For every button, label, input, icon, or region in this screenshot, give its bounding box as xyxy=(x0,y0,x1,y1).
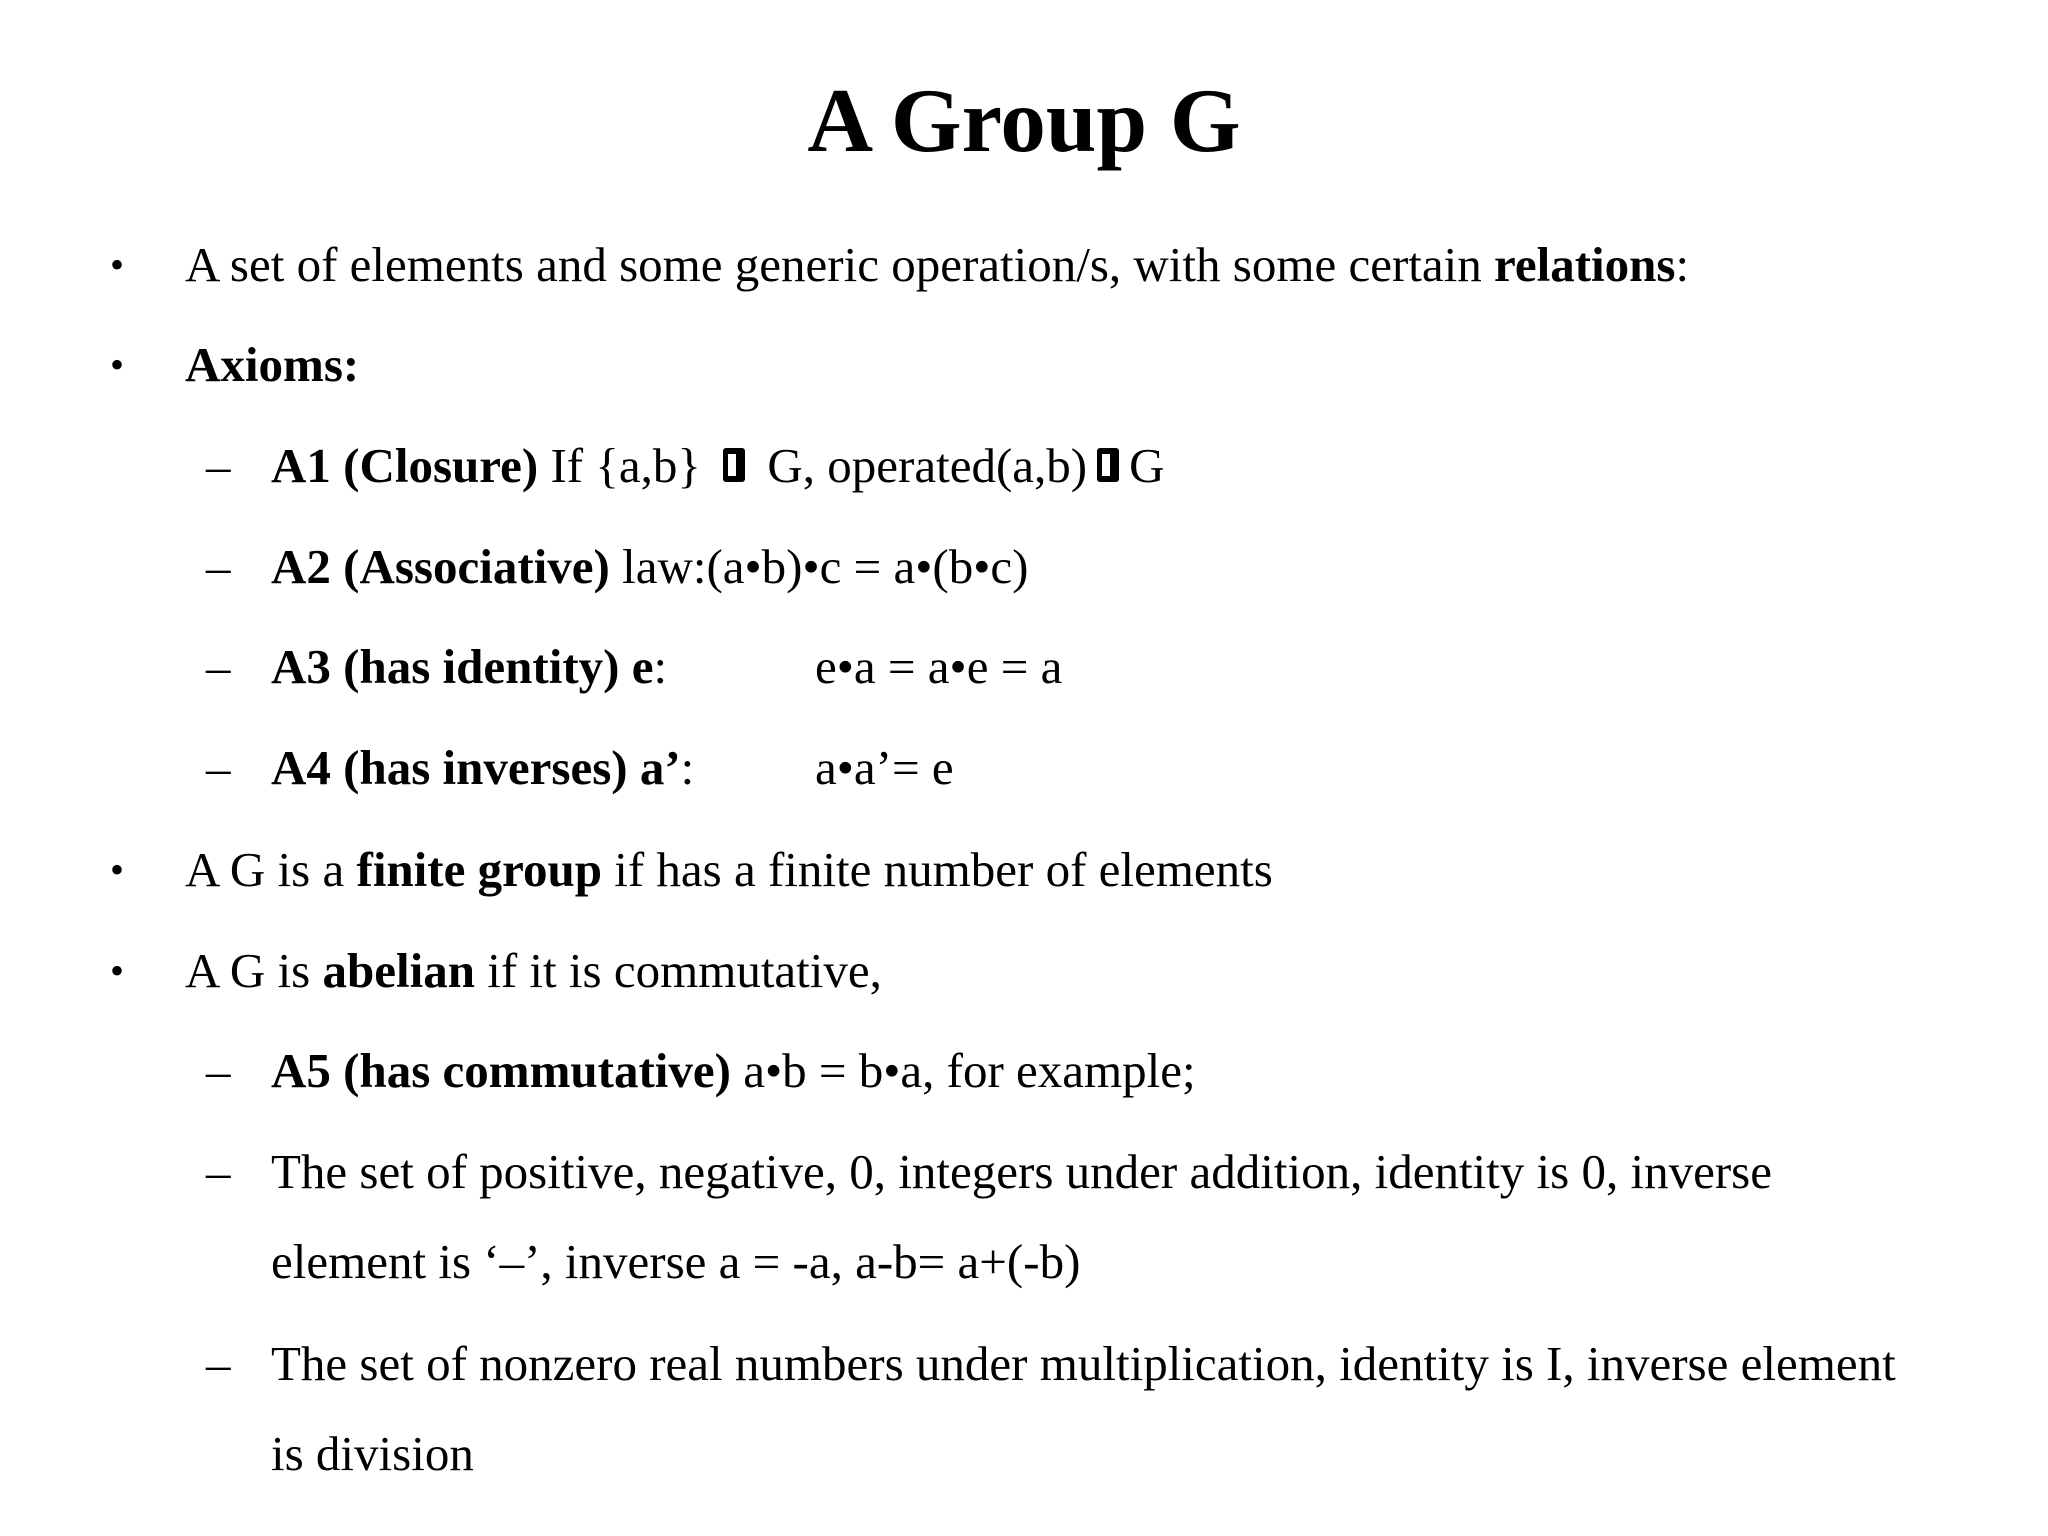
bullet-abelian xyxy=(185,941,882,1001)
dash-marker: – xyxy=(206,539,231,594)
axiom-text: If {a,b} xyxy=(538,438,714,493)
bold-term-abelian: abelian xyxy=(322,943,475,998)
bullet-tail: : xyxy=(1675,237,1690,292)
bullet-marker: • xyxy=(110,847,125,892)
bullet-axioms xyxy=(185,335,359,395)
bold-term-relations: relations xyxy=(1494,237,1676,292)
example-reals-line2: is division xyxy=(271,1426,474,1481)
bullet-text: A set of elements and some generic operation/s, with some certain xyxy=(185,237,1495,292)
axiom-label: A4 (has inverses) a’ xyxy=(271,740,681,795)
axiom-label: A5 (has commutative) xyxy=(271,1043,731,1098)
element-of-icon xyxy=(717,446,751,486)
element-of-icon xyxy=(1091,446,1125,486)
axiom-a1-closure xyxy=(271,436,1164,496)
dash-marker: – xyxy=(206,1336,231,1391)
example-integers-line1: The set of positive, negative, 0, integers under addition, identity is 0, inverse xyxy=(271,1144,1772,1199)
bullet-marker: • xyxy=(110,242,125,287)
axiom-label: A1 (Closure) xyxy=(271,438,539,493)
example-integers-line2: element is ‘–’, inverse a = -a, a-b= a+(-b) xyxy=(271,1234,1081,1289)
dash-marker: – xyxy=(206,438,231,493)
dash-marker: – xyxy=(206,1043,231,1098)
bold-term-finite-group: finite group xyxy=(356,842,602,897)
axiom-text: : xyxy=(653,639,668,694)
bullet-text: A G is xyxy=(185,943,323,998)
axiom-label: A2 (Associative) xyxy=(271,539,610,594)
slide-title: A Group G xyxy=(807,70,1241,171)
axiom-a5-commutative xyxy=(271,1041,1196,1101)
dash-marker: – xyxy=(206,639,231,694)
dash-marker: – xyxy=(206,1144,231,1199)
axiom-a3-identity xyxy=(271,637,667,697)
bullet-marker: • xyxy=(110,342,125,387)
axiom-text: a•b = b•a, for example; xyxy=(730,1043,1196,1098)
axiom-a4-inverses xyxy=(271,738,694,798)
axiom-a3-expression: e•a = a•e = a xyxy=(815,639,1063,694)
axiom-text: law:(a•b)•c = a•(b•c) xyxy=(609,539,1029,594)
bullet-text: A G is a xyxy=(185,842,357,897)
bullet-set-definition xyxy=(185,235,1689,295)
axioms-heading: Axioms: xyxy=(185,337,360,392)
dash-marker: – xyxy=(206,740,231,795)
axiom-label: A3 (has identity) e xyxy=(271,639,654,694)
bullet-text: if it is commutative, xyxy=(475,943,882,998)
axiom-a4-expression: a•a’= e xyxy=(815,740,954,795)
axiom-text: G xyxy=(1129,438,1165,493)
axiom-text: G, operated(a,b) xyxy=(755,438,1088,493)
example-reals-line1: The set of nonzero real numbers under multiplication, identity is I, inverse element xyxy=(271,1336,1896,1391)
axiom-a2-associative xyxy=(271,537,1028,597)
bullet-finite-group xyxy=(185,840,1273,900)
bullet-text: if has a finite number of elements xyxy=(601,842,1273,897)
axiom-text: : xyxy=(680,740,695,795)
bullet-marker: • xyxy=(110,948,125,993)
